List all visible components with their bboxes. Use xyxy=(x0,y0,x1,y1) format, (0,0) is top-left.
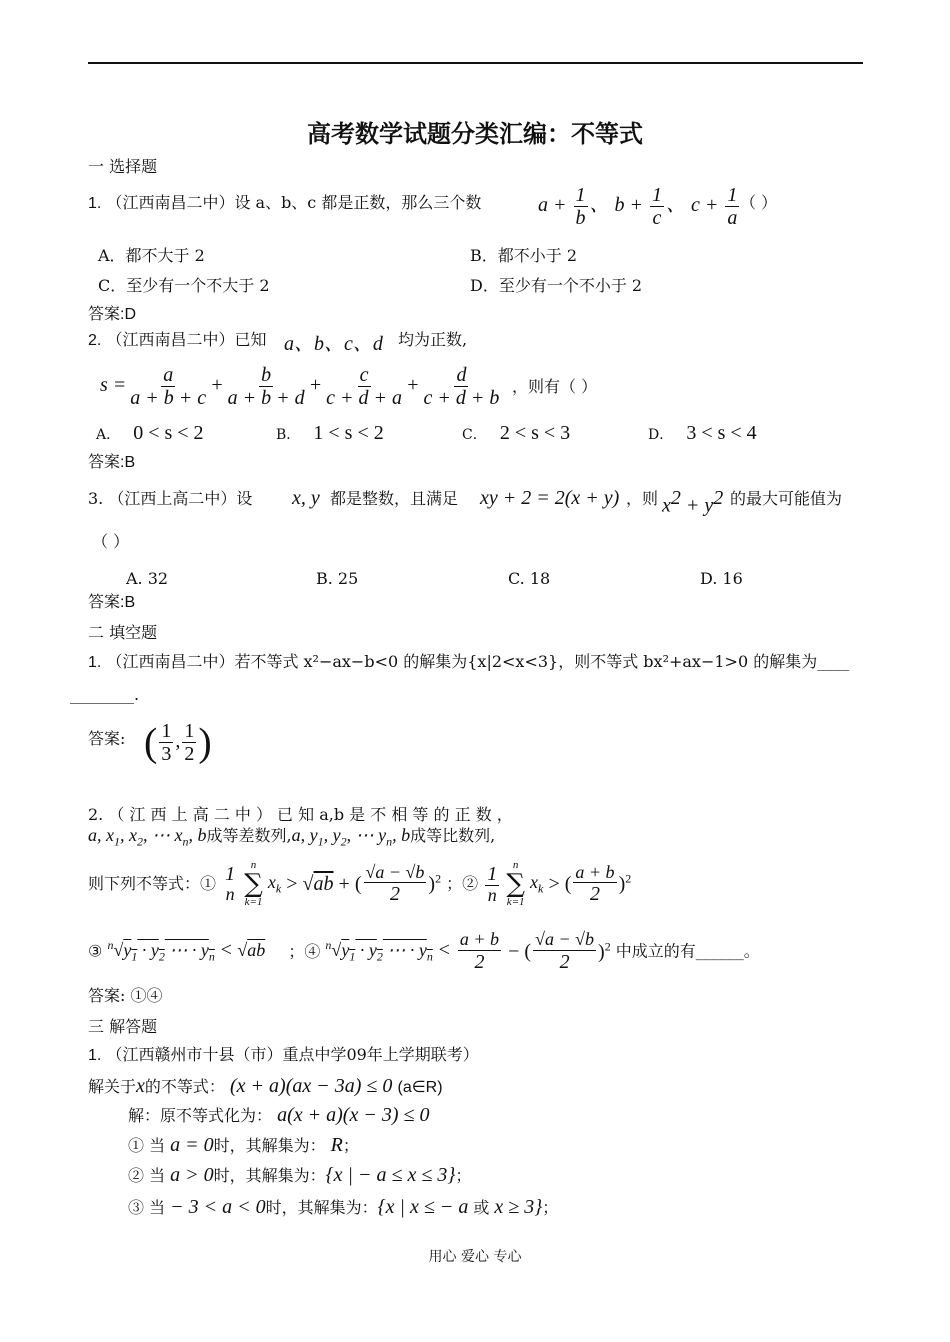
choice-q1-answer: 答案:D xyxy=(88,306,137,323)
choice-q2-then: ，则有（ ） xyxy=(512,377,598,396)
choice-q2-vars: a、b、c、d xyxy=(284,333,383,355)
choice-q1-option-b: B．都不小于 2 xyxy=(470,246,578,265)
solve-q1-solution: 解：原不等式化为： a(x + a)(x − 3) ≤ 0 xyxy=(128,1104,430,1126)
choice-q1-option-d: D．至少有一个不小于 2 xyxy=(470,276,643,295)
fraction: $\frac{c}{c + d + a}$ xyxy=(326,364,403,409)
choice-q2-option-b: B． 1 < s < 2 xyxy=(276,422,384,444)
choice-q2-option-a: A． 0 < s < 2 xyxy=(96,422,204,444)
choice-q2-option-c: C． 2 < s < 3 xyxy=(462,422,571,444)
fill-q2-inequalities-line1: 则下列不等式：① 1 n n ∑ k=1 $x_k > √ab$ + ( $\frac{√a - √b}{2}$ )$^2$ ；② $\frac{1}{n}$ n ∑ k=1 $x_k$ > ( $\frac{a + b}{2}$ )$^2$ xyxy=(88,859,632,908)
question-text: （ 江 西 上 高 二 中 ） 已 知 a,b 是 不 相 等 的 正 数 ， xyxy=(108,805,513,824)
question-number: 1. xyxy=(88,195,102,212)
fill-q1-continuation: ________. xyxy=(70,685,140,704)
fraction: $\frac{a}{a + b + c}$ xyxy=(130,364,207,409)
fill-q1-answer-label: 答案: xyxy=(88,729,126,748)
choice-q1-stem xyxy=(88,194,481,213)
choice-q3-answer: 答案:B xyxy=(88,594,136,611)
choice-q1-blank: （ ） xyxy=(740,193,778,212)
choice-q2-sum-formula: s = $\frac{a}{a + b + c}$ + $\frac{b}{a + b + d}$ + $\frac{c}{c + d + a}$ + $\frac{d}{c + d + b}$ xyxy=(100,364,500,409)
fraction: $\frac{b}{a + b + d}$ xyxy=(227,364,305,409)
fraction: $\frac{1}{b}$ xyxy=(575,184,586,229)
choice-q3-option-d: D. 16 xyxy=(700,569,743,588)
choice-q1-option-a: A．都不大于 2 xyxy=(98,246,205,265)
choice-q3-option-c: C. 18 xyxy=(508,569,551,588)
choice-q3-tail: 的最大可能值为 xyxy=(730,489,843,508)
choice-q3-then: ，则 xyxy=(626,489,659,508)
choice-q3-equation: xy + 2 = 2(x + y) xyxy=(480,487,620,509)
question-text: （江西南昌二中）已知 xyxy=(106,330,267,349)
choice-q2-stem xyxy=(88,331,266,350)
fraction: $\frac{1}{c}$ xyxy=(652,184,662,229)
fill-q2-sequences: a, $x_1$, $x_2$, ⋯ $x_n$, b成等差数列,a, $y_1$, $y_2$, ⋯ $y_n$, b成等比数列, xyxy=(88,825,496,849)
choice-q3-expression: $x^2 + y^2$ xyxy=(662,487,724,517)
solve-q1-case2: ② 当 a > 0时，其解集为：{x | − a ≤ x ≤ 3}； xyxy=(128,1164,472,1186)
question-number: 1. xyxy=(88,1047,102,1064)
fill-q2-stem xyxy=(88,806,868,824)
solve-q1-source: 1. （江西赣州市十县（市）重点中学09年上学期联考） xyxy=(88,1045,479,1064)
question-number: 2. xyxy=(88,805,104,824)
fraction: $\frac{d}{c + d + b}$ xyxy=(423,364,500,409)
question-number: 3. xyxy=(88,489,104,508)
choice-q3-mid: 都是整数，且满足 xyxy=(330,489,459,508)
choice-q3-vars: x, y xyxy=(292,487,320,509)
fill-q1-answer-interval: ( $\frac{1}{3}$ , $\frac{1}{2}$ ) xyxy=(144,719,212,765)
solve-q1-case1: ① 当 a = 0时，其解集为： R； xyxy=(128,1134,359,1156)
doc-title: 高考数学试题分类汇编：不等式 xyxy=(307,119,643,148)
choice-q2-option-d: D． 3 < s < 4 xyxy=(648,422,757,444)
solve-q1-case3: ③ 当 − 3 < a < 0时，其解集为：{x | x ≤ − a 或 x ≥ 3}； xyxy=(128,1196,559,1218)
question-number: 2. xyxy=(88,332,102,349)
section-fill-header: 二 填空题 xyxy=(88,623,158,642)
choice-q3-option-a: A. 32 xyxy=(126,569,169,588)
choice-q1-option-c: C．至少有一个不大于 2 xyxy=(98,276,270,295)
choice-q3-blank: （ ） xyxy=(92,532,130,551)
choice-q1-expressions: a + $\frac{1}{b}$ 、 b + $\frac{1}{c}$ 、 c + $\frac{1}{a}$ xyxy=(538,184,738,229)
fill-q2-inequalities-line2: ③ $^n√y_1 \cdot y_2$ ⋯ · $y_n < √ab$ ；④ $^n√y_1 \cdot y_2$ ⋯ · $y_n$ < $\frac{a + b}{2}$ − ( $\frac{√a - √b}{2}$ )$^2$ 中成立的有______。 xyxy=(88,929,760,973)
fill-q2-answer: 答案: ①④ xyxy=(88,986,163,1005)
section-solve-header: 三 解答题 xyxy=(88,1017,158,1036)
choice-q3-stem xyxy=(88,490,252,508)
choice-q2-answer: 答案:B xyxy=(88,454,136,471)
header-rule xyxy=(88,62,863,64)
choice-q3-option-b: B. 25 xyxy=(316,569,359,588)
question-text: （江西南昌二中）设 a、b、c 都是正数，那么三个数 xyxy=(106,193,482,212)
section-choice-header: 一 选择题 xyxy=(88,157,158,176)
page-footer: 用心 爱心 专心 xyxy=(428,1249,522,1265)
question-text: （江西上高二中）设 xyxy=(108,489,253,508)
solve-q1-problem: 解关于x的不等式： (x + a)(ax − 3a) ≤ 0 (a∈R) xyxy=(88,1075,443,1097)
choice-q2-tail: 均为正数, xyxy=(398,330,468,349)
question-text: （江西南昌二中）若不等式 x²−ax−b<0 的解集为{x|2<x<3}，则不等式 bx²+ax−1>0 的解集为____ xyxy=(106,652,850,671)
fill-q1-text xyxy=(88,653,849,672)
fraction: $\frac{1}{a}$ xyxy=(727,184,738,229)
question-number: 1. xyxy=(88,654,102,671)
